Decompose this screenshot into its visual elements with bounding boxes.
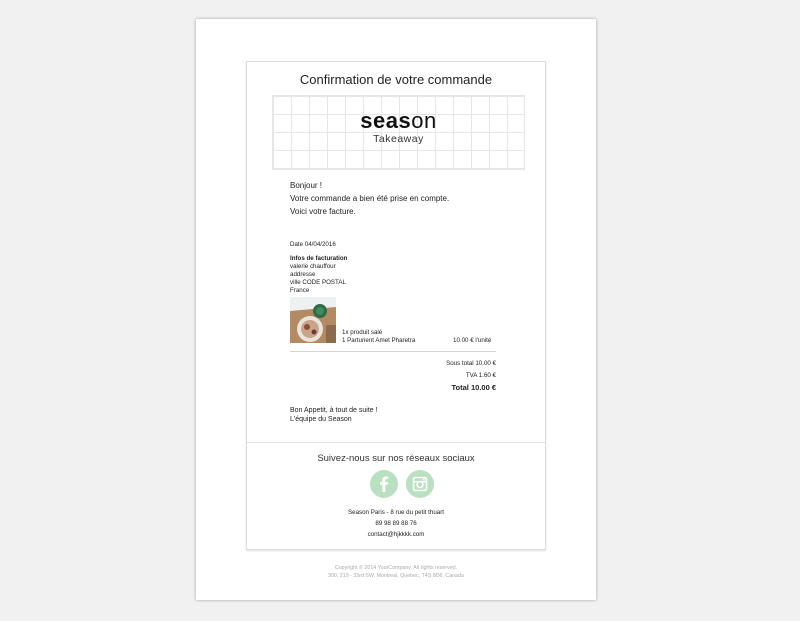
email-preview-sheet: [196, 19, 596, 600]
billing-line: addresse: [290, 271, 316, 278]
contact-address: Season Paris - 8 rue du petit thuart: [348, 509, 444, 516]
order-totals: [387, 358, 496, 394]
greeting-text: [290, 179, 449, 218]
order-divider: [290, 351, 496, 352]
product-price: 10.00 € l'unité: [453, 337, 492, 344]
billing-line: ville CODE POSTAL: [290, 279, 346, 286]
facebook-icon[interactable]: [370, 470, 398, 498]
social-title: Suivez-nous sur nos réseaux sociaux: [317, 453, 475, 464]
product-name: 1 Parturient Amet Pharetra: [342, 337, 416, 344]
contact-phone: 89 98 89 88 76: [375, 520, 417, 527]
contact-info: [247, 507, 545, 540]
tva: TVA 1.60 €: [465, 372, 496, 379]
season-logo: season: [360, 108, 437, 133]
grand-total: Total 10.00 €: [451, 383, 496, 392]
signoff-line: Bon Appetit, à tout de suite !: [290, 407, 378, 414]
logo-subtitle: Takeaway: [373, 133, 424, 145]
subtotal: Sous total 10.00 €: [446, 360, 496, 367]
product-image: [290, 297, 336, 343]
billing-line: valerie chauffour: [290, 263, 336, 270]
email-card: [246, 61, 546, 550]
company-address: 300, 219 - 33rd SW, Montreal, Quebec, T4S 8D6, Canada: [328, 572, 464, 579]
footer-divider: [247, 442, 545, 443]
logo-banner: [272, 95, 525, 170]
billing-info: [290, 241, 347, 295]
contact-email[interactable]: contact@hjkkkk.com: [367, 531, 425, 538]
signoff-line: L'équipe du Season: [290, 416, 352, 423]
greeting-line: Votre commande a bien été prise en compte.: [290, 194, 450, 203]
order-date: Date 04/04/2016: [290, 241, 336, 248]
email-title: Confirmation de votre commande: [299, 72, 493, 87]
copyright-footer: [196, 565, 596, 580]
greeting-line: Bonjour !: [290, 181, 323, 190]
signoff: [290, 406, 378, 424]
food-photo-icon: [290, 297, 336, 343]
instagram-icon[interactable]: [406, 470, 434, 498]
billing-heading: Infos de facturation: [290, 255, 348, 262]
billing-line: France: [290, 287, 310, 294]
product-quantity: 1x produit salé: [342, 329, 383, 336]
copyright-line: Copyright © 2014 YourCompany. All rights reserved.: [334, 565, 458, 571]
greeting-line: Voici votre facture.: [290, 207, 356, 216]
